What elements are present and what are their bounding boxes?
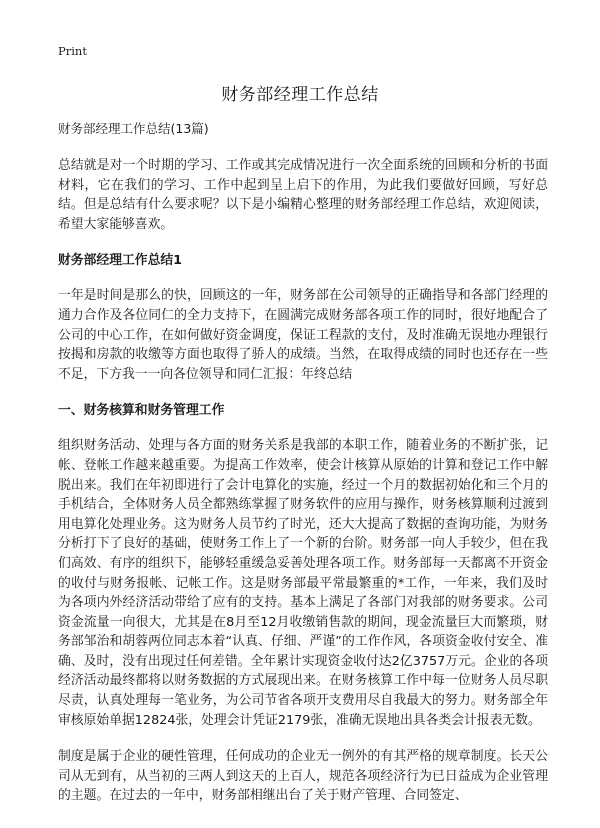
section-heading: 财务部经理工作总结1	[58, 253, 183, 269]
body-paragraph: 组织财务活动、处理与各方面的财务关系是我部的本职工作，随着业务的不断扩张，记帐、登帐工作越来越重要。为提高工作效率，使会计核算从原始的计算和登记工作中解脱出来。我们在年初即进行了会计电算化的实施，经过一个月的数据初始化和三个月的手机结合，全体财务人员全都熟练掌握了财务软件的应用与操作，财务核算顺利过渡到用电算化处理业务。这为财务人员节约了时光，还大大提高了数据的查询功能，为财务分析打下了良好的基础，使财务工作上了一个新的台阶。财务部一向人手较少，但在我们高效、有序的组织下，能够轻重缓急妥善处理各项工作。财务部每一天都离不开资金的收付与财务报帐、记帐工作。这是财务部最平常最繁重的*工作，一年来，我们及时为各项内外经济活动带给了应有的支持。基本上满足了各部门对我部的财务要求。公司资金流量一向很大，尤其是在8月至12月收缴销售款的期间，现金流量巨大而繁琐，财务部邹治和胡蓉两位同志本着“认真、仔细、严谨”的工作作风，各项资金收付安全、准确、及时，没有出现过任何差错。全年累计实现资金收付达2亿3757万元。企业的各项经济活动最终都将以财务数据的方式展现出来。在财务核算工作中每一位财务人员尽职尽责，认真处理每一笔业务，为公司节省各项开支费用尽自我最大的努力。财务部全年审核原始单据12824张，处理会计凭证2179张，准确无误地出具各类会计报表无数。	[58, 438, 548, 728]
print-link[interactable]: Print	[58, 44, 87, 58]
document-body	[58, 119, 548, 806]
section-paragraph: 一年是时间是那么的快，回顾这的一年，财务部在公司领导的正确指导和各部门经理的通力合作及各位同仁的全力支持下，在圆满完成财务部各项工作的同时，很好地配合了公司的中心工作，在如何做好资金调度，保证工程款的支付，及时准确无误地办理银行按揭和房款的收缴等方面也取得了骄人的成绩。当然，在取得成绩的同时也还存在一些不足，下方我一一向各位领导和同仁汇报：年终总结	[58, 288, 548, 382]
body-paragraph: 制度是属于企业的硬性管理，任何成功的企业无一例外的有其严格的规章制度。长天公司从无到有，从当初的三两人到这天的上百人，规范各项经济行为已日益成为企业管理的主题。在过去的一年中，财务部相继出台了关于财产管理、合同签定、	[58, 749, 548, 804]
subsection-heading: 一、财务核算和财务管理工作	[58, 403, 225, 419]
intro-paragraph: 总结就是对一个时期的学习、工作或其完成情况进行一次全面系统的回顾和分析的书面材料，它在我们的学习、工作中起到呈上启下的作用，为此我们要做好回顾，写好总结。但是总结有什么要求呢？以下是小编精心整理的财务部经理工作总结，欢迎阅读，希望大家能够喜欢。	[58, 158, 548, 232]
document-title: 财务部经理工作总结	[221, 85, 379, 105]
document-subtitle: 财务部经理工作总结(13篇)	[58, 121, 209, 136]
